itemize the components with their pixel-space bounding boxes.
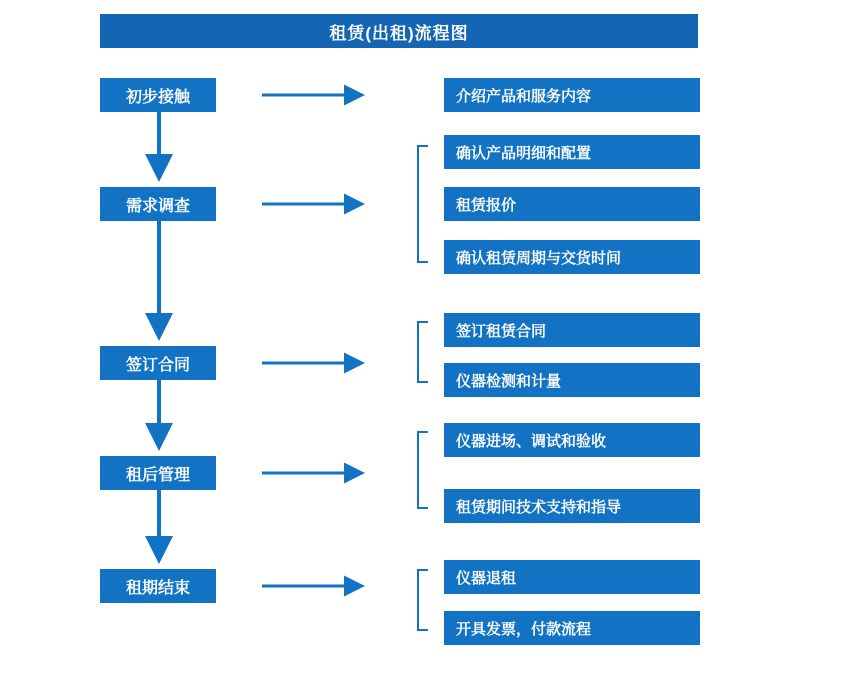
detail-box-8[interactable]: 租赁期间技术支持和指导 xyxy=(444,489,700,523)
bracket-group-5 xyxy=(418,570,428,630)
detail-box-2[interactable]: 确认产品明细和配置 xyxy=(444,135,700,169)
detail-box-7[interactable]: 仪器进场、调试和验收 xyxy=(444,423,700,457)
detail-box-4[interactable]: 确认租赁周期与交货时间 xyxy=(444,240,700,274)
bracket-group-3 xyxy=(418,322,428,382)
detail-box-5[interactable]: 签订租赁合同 xyxy=(444,313,700,347)
stage-box-5[interactable]: 租期结束 xyxy=(100,569,216,603)
page-title: 租赁(出租)流程图 xyxy=(100,14,698,48)
detail-box-9[interactable]: 仪器退租 xyxy=(444,560,700,594)
stage-box-4[interactable]: 租后管理 xyxy=(100,456,216,490)
detail-box-6[interactable]: 仪器检测和计量 xyxy=(444,363,700,397)
bracket-group-2 xyxy=(418,146,428,262)
stage-box-2[interactable]: 需求调查 xyxy=(100,187,216,221)
bracket-group-4 xyxy=(418,432,428,508)
detail-box-3[interactable]: 租赁报价 xyxy=(444,187,700,221)
stage-box-1[interactable]: 初步接触 xyxy=(100,78,216,112)
detail-box-10[interactable]: 开具发票，付款流程 xyxy=(444,611,700,645)
detail-box-1[interactable]: 介绍产品和服务内容 xyxy=(444,78,700,112)
stage-box-3[interactable]: 签订合同 xyxy=(100,346,216,380)
